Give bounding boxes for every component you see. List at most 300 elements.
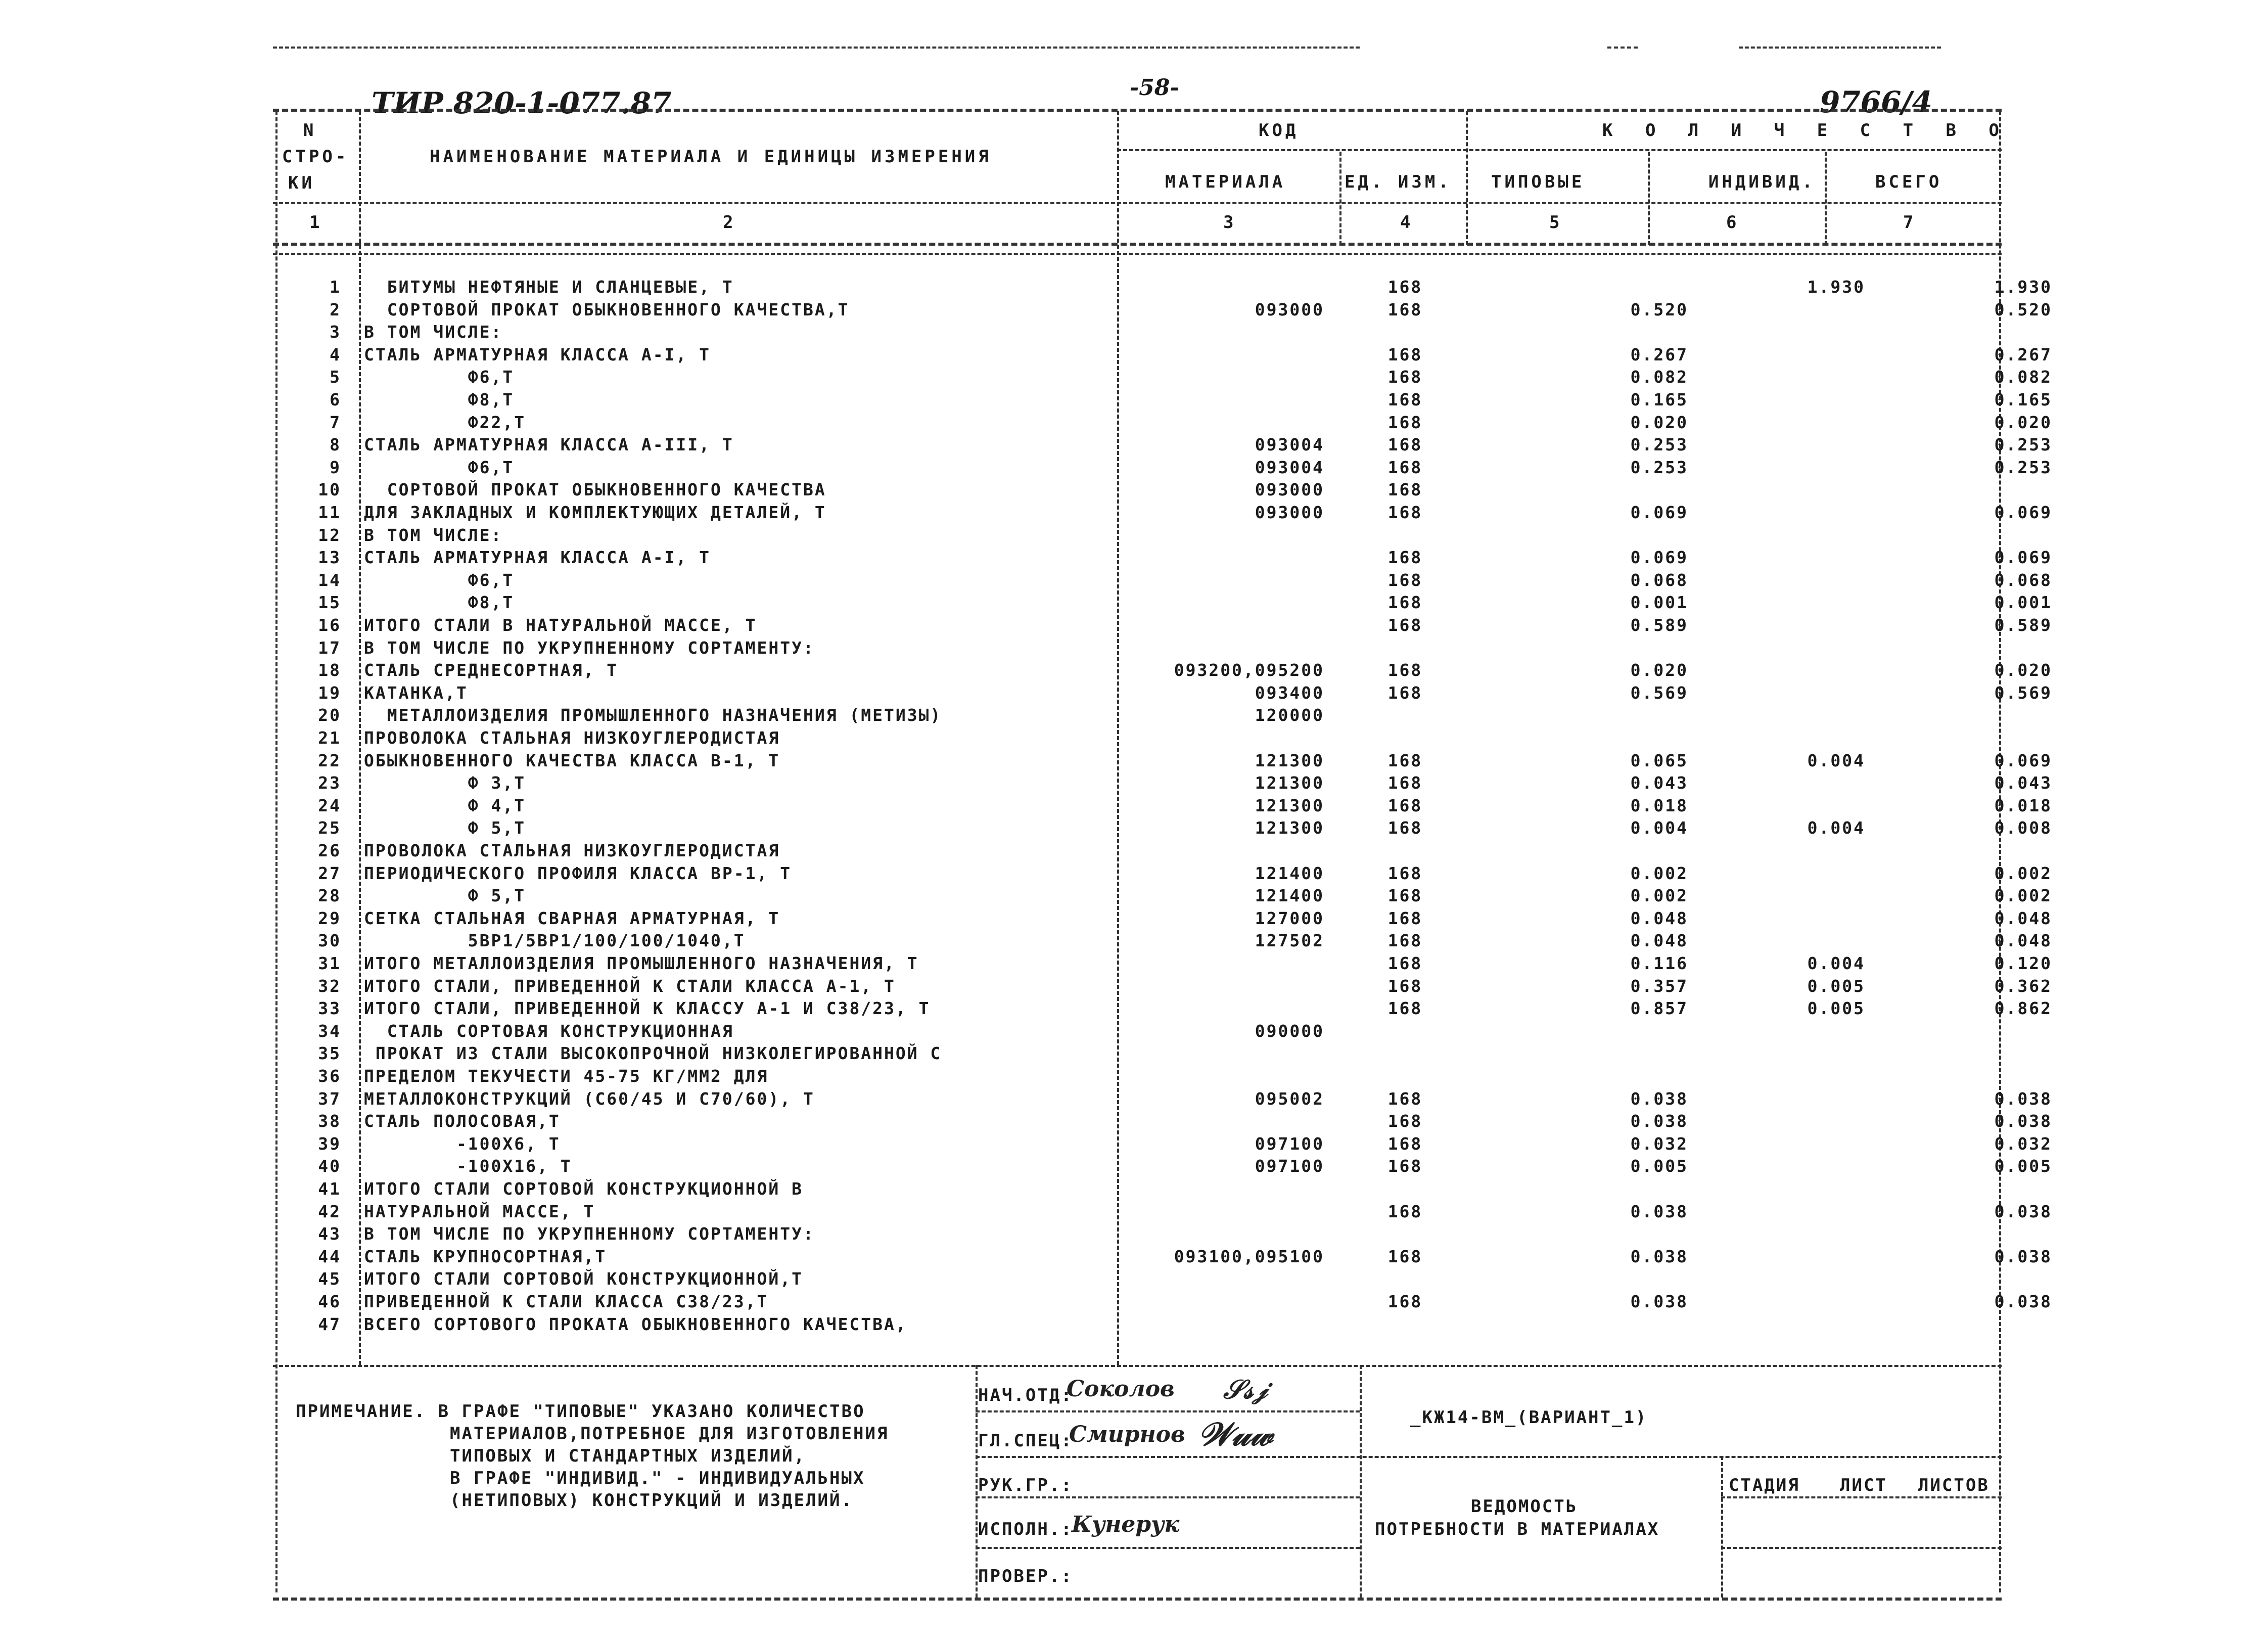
row-material-code: 121400 <box>1255 886 1324 906</box>
row-material-code: 093400 <box>1255 682 1324 703</box>
row-unit-code: 168 <box>1387 548 1423 568</box>
table-row <box>0 322 2268 344</box>
row-typical-qty: 0.068 <box>1630 570 1688 590</box>
row-name: МЕТАЛЛОКОНСТРУКЦИЙ (С60/45 И С70/60), Т <box>364 1088 815 1109</box>
row-name: Ф8,Т <box>364 592 515 613</box>
row-total-qty: 0.048 <box>1994 908 2052 928</box>
row-number: 2 <box>330 299 341 320</box>
row-unit-code: 168 <box>1387 886 1423 906</box>
row-typical-qty: 0.002 <box>1630 863 1688 883</box>
row-total-qty: 0.018 <box>1994 795 2052 815</box>
row-name: СОРТОВОЙ ПРОКАТ ОБЫКНОВЕННОГО КАЧЕСТВА <box>364 480 826 500</box>
colnum-5: 5 <box>1549 212 1563 233</box>
row-total-qty: 0.589 <box>1994 615 2052 635</box>
row-unit-code: 168 <box>1387 480 1423 500</box>
row-typical-qty: 0.857 <box>1630 998 1688 1019</box>
row-total-qty: 0.165 <box>1994 390 2052 409</box>
table-row <box>0 1314 2268 1337</box>
row-number: 32 <box>318 976 341 996</box>
row-name: СОРТОВОЙ ПРОКАТ ОБЫКНОВЕННОГО КАЧЕСТВА,Т <box>364 299 850 320</box>
row-total-qty: 0.005 <box>1994 1156 2052 1176</box>
row-name: СТАЛЬ СОРТОВАЯ КОНСТРУКЦИОННАЯ <box>364 1021 734 1041</box>
row-number: 10 <box>318 480 341 500</box>
top-scan-line-right <box>1607 47 1638 49</box>
row-name: -100Х16, Т <box>364 1156 572 1176</box>
header-unit: ЕД. ИЗМ. <box>1345 172 1452 192</box>
row-name: КАТАНКА,Т <box>364 682 468 703</box>
doc-code: ТИР 820-1-077.87 <box>372 86 672 120</box>
row-name: Ф22,Т <box>364 412 526 432</box>
row-typical-qty: 0.038 <box>1630 1292 1688 1311</box>
row-material-code: 127000 <box>1255 908 1324 928</box>
row-number: 4 <box>330 344 341 364</box>
table-row <box>0 413 2268 435</box>
row-unit-code: 168 <box>1387 1201 1423 1221</box>
row-unit-code: 168 <box>1387 367 1423 387</box>
row-material-code: 097100 <box>1255 1133 1324 1154</box>
row-number: 15 <box>318 592 341 613</box>
row-total-qty: 0.569 <box>1994 682 2052 703</box>
row-material-code: 093004 <box>1255 435 1324 455</box>
row-unit-code: 168 <box>1387 1292 1423 1311</box>
row-total-qty: 0.267 <box>1994 344 2052 364</box>
table-row <box>0 863 2268 886</box>
row-unit-code: 168 <box>1387 1156 1423 1176</box>
row-typical-qty: 0.038 <box>1630 1111 1688 1131</box>
row-number: 22 <box>318 750 341 770</box>
row-total-qty: 0.020 <box>1994 660 2052 680</box>
table-row <box>0 976 2268 998</box>
row-name: СТАЛЬ АРМАТУРНАЯ КЛАССА А-I, Т <box>364 344 711 364</box>
typ-column-divider <box>1648 152 1650 245</box>
top-scan-line <box>273 47 1360 49</box>
row-typical-qty: 0.116 <box>1630 953 1688 973</box>
row-typical-qty: 0.520 <box>1630 299 1688 320</box>
row-material-code: 121300 <box>1255 818 1324 838</box>
row-number: 12 <box>318 525 341 545</box>
row-name: ПЕРИОДИЧЕСКОГО ПРОФИЛЯ КЛАССА ВР-1, Т <box>364 863 792 883</box>
colnum-7: 7 <box>1903 212 1917 233</box>
row-typical-qty: 0.065 <box>1630 750 1688 770</box>
stamp-sheets-label: ЛИСТОВ <box>1918 1475 1989 1495</box>
header-kod: КОД <box>1259 120 1299 141</box>
row-number: 33 <box>318 998 341 1019</box>
row-number: 46 <box>318 1292 341 1311</box>
table-row <box>0 300 2268 322</box>
row-total-qty: 0.253 <box>1994 435 2052 455</box>
row-material-code: 093004 <box>1255 457 1324 477</box>
row-total-qty: 0.038 <box>1994 1088 2052 1109</box>
row-total-qty: 0.069 <box>1994 503 2052 522</box>
row-name: Ф8,Т <box>364 390 515 409</box>
row-name: Ф 3,Т <box>364 773 526 793</box>
row-typical-qty: 0.569 <box>1630 682 1688 703</box>
table-row <box>0 1269 2268 1291</box>
row-name: ИТОГО СТАЛИ В НАТУРАЛЬНОЙ МАССЕ, Т <box>364 615 757 635</box>
row-unit-code: 168 <box>1387 570 1423 590</box>
stamp-stage-label: СТАДИЯ <box>1729 1475 1800 1495</box>
row-unit-code: 168 <box>1387 615 1423 635</box>
row-total-qty: 0.038 <box>1994 1201 2052 1221</box>
row-number: 19 <box>318 682 341 703</box>
row-total-qty: 0.002 <box>1994 863 2052 883</box>
table-row <box>0 435 2268 457</box>
row-number: 5 <box>330 367 341 387</box>
row-material-code: 093100,095100 <box>1174 1246 1324 1266</box>
note-line5: (НЕТИПОВЫХ) КОНСТРУКЦИЙ И ИЗДЕЛИЙ. <box>450 1490 853 1511</box>
row-typical-qty: 0.038 <box>1630 1246 1688 1266</box>
stamp-gl-spec-label: ГЛ.СПЕЦ: <box>978 1431 1073 1451</box>
row-material-code: 093200,095200 <box>1174 660 1324 680</box>
sheet-ref: 9766/4 <box>1820 85 1932 119</box>
row-number: 34 <box>318 1021 341 1041</box>
row-typical-qty: 0.020 <box>1630 660 1688 680</box>
row-typical-qty: 0.001 <box>1630 592 1688 613</box>
row-number: 42 <box>318 1201 341 1221</box>
table-row <box>0 345 2268 367</box>
row-number: 39 <box>318 1133 341 1154</box>
header-no-line3: КИ <box>288 173 315 193</box>
row-typical-qty: 0.267 <box>1630 344 1688 364</box>
stamp-left-border <box>976 1365 978 1598</box>
row-unit-code: 168 <box>1387 457 1423 477</box>
row-material-code: 097100 <box>1255 1156 1324 1176</box>
stamp-sheet-label: ЛИСТ <box>1840 1475 1887 1495</box>
note-line2: МАТЕРИАЛОВ,ПОТРЕБНОЕ ДЛЯ ИЗГОТОВЛЕНИЯ <box>450 1424 889 1444</box>
row-total-qty: 0.253 <box>1994 457 2052 477</box>
row-name: ИТОГО СТАЛИ, ПРИВЕДЕННОЙ К КЛАССУ А-1 И С38/23, Т <box>364 998 931 1019</box>
row-unit-code: 168 <box>1387 976 1423 996</box>
row-total-qty: 0.362 <box>1994 976 2052 996</box>
table-row <box>0 638 2268 660</box>
row-name: СТАЛЬ ПОЛОСОВАЯ,Т <box>364 1111 561 1131</box>
stamp-nach-otd-signature: Соколов <box>1067 1376 1175 1402</box>
row-material-code: 127502 <box>1255 931 1324 951</box>
row-number: 23 <box>318 773 341 793</box>
header-bottom-line <box>273 202 2002 204</box>
row-typical-qty: 0.002 <box>1630 886 1688 906</box>
header-no-line1: N <box>303 120 317 141</box>
stamp-ispoln-label: ИСПОЛН.: <box>978 1519 1073 1539</box>
row-name: ИТОГО СТАЛИ СОРТОВОЙ КОНСТРУКЦИОННОЙ,Т <box>364 1269 803 1289</box>
row-unit-code: 168 <box>1387 435 1423 455</box>
row-number: 36 <box>318 1066 341 1086</box>
table-row <box>0 841 2268 863</box>
row-total-qty: 0.069 <box>1994 548 2052 568</box>
row-name: Ф6,Т <box>364 570 515 590</box>
row-total-qty: 0.001 <box>1994 592 2052 613</box>
stamp-doc-mark: _КЖ14-ВМ_(ВАРИАНТ_1) <box>1410 1407 1648 1428</box>
table-row <box>0 751 2268 773</box>
stamp-ispoln-signature: Кунерук <box>1072 1512 1180 1537</box>
row-name: Ф 5,Т <box>364 818 526 838</box>
stamp-nach-otd-scribble: 𝒮𝓈𝒿 <box>1223 1374 1268 1405</box>
stamp-gl-spec-scribble: 𝒲𝓊𝓌 <box>1198 1416 1273 1453</box>
row-number: 43 <box>318 1224 341 1244</box>
row-number: 3 <box>330 322 341 342</box>
row-number: 47 <box>318 1314 341 1334</box>
table-top-border <box>273 109 2002 112</box>
row-total-qty: 0.002 <box>1994 886 2052 906</box>
stamp-title-line2: ПОТРЕБНОСТИ В МАТЕРИАЛАХ <box>1375 1519 1660 1539</box>
row-typical-qty: 0.018 <box>1630 795 1688 815</box>
row-name: В ТОМ ЧИСЛЕ: <box>364 525 503 545</box>
row-number: 40 <box>318 1156 341 1176</box>
ind-column-divider <box>1825 152 1827 245</box>
table-row <box>0 931 2268 953</box>
header-total: ВСЕГО <box>1875 172 1942 192</box>
row-unit-code: 168 <box>1387 998 1423 1019</box>
table-row <box>0 390 2268 412</box>
row-unit-code: 168 <box>1387 863 1423 883</box>
stamp-row-line-4 <box>976 1547 1360 1549</box>
table-row <box>0 1202 2268 1224</box>
unit-column-divider <box>1466 111 1468 245</box>
row-typical-qty: 0.048 <box>1630 908 1688 928</box>
row-total-qty: 0.020 <box>1994 412 2052 432</box>
row-unit-code: 168 <box>1387 592 1423 613</box>
row-unit-code: 168 <box>1387 277 1423 297</box>
row-individual-qty: 0.004 <box>1807 750 1865 770</box>
table-row <box>0 480 2268 502</box>
note-line3: ТИПОВЫХ И СТАНДАРТНЫХ ИЗДЕЛИЙ, <box>450 1446 806 1466</box>
row-name: ДЛЯ ЗАКЛАДНЫХ И КОМПЛЕКТУЮЩИХ ДЕТАЛЕЙ, Т <box>364 503 826 522</box>
row-total-qty: 0.032 <box>1994 1133 2052 1154</box>
table-row <box>0 1292 2268 1314</box>
row-unit-code: 168 <box>1387 390 1423 409</box>
table-row <box>0 1043 2268 1066</box>
row-number: 20 <box>318 705 341 725</box>
table-row <box>0 818 2268 840</box>
row-name: ПРОВОЛОКА СТАЛЬНАЯ НИЗКОУГЛЕРОДИСТАЯ <box>364 841 780 860</box>
table-row <box>0 683 2268 705</box>
header-individual: ИНДИВИД. <box>1708 172 1816 192</box>
table-row <box>0 548 2268 570</box>
table-row <box>0 367 2268 389</box>
row-number: 35 <box>318 1043 341 1064</box>
row-number: 13 <box>318 548 341 568</box>
row-number: 8 <box>330 435 341 455</box>
row-total-qty: 0.008 <box>1994 818 2052 838</box>
row-material-code: 093000 <box>1255 503 1324 522</box>
row-unit-code: 168 <box>1387 344 1423 364</box>
row-name: ИТОГО МЕТАЛЛОИЗДЕЛИЯ ПРОМЫШЛЕННОГО НАЗНАЧЕНИЯ, Т <box>364 953 919 973</box>
stamp-title-line1: ВЕДОМОСТЬ <box>1471 1496 1578 1517</box>
row-unit-code: 168 <box>1387 818 1423 838</box>
header-no-line2: СТРО- <box>282 147 349 167</box>
row-name: -100Х6, Т <box>364 1133 561 1154</box>
row-total-qty: 0.068 <box>1994 570 2052 590</box>
row-name: 5ВР1/5ВР1/100/100/1040,Т <box>364 931 746 951</box>
table-body-bottom <box>273 1365 2002 1367</box>
page-bottom-border <box>273 1598 2002 1601</box>
stamp-stage-divider <box>1721 1456 1723 1598</box>
row-number: 25 <box>318 818 341 838</box>
header-name: НАИМЕНОВАНИЕ МАТЕРИАЛА И ЕДИНИЦЫ ИЗМЕРЕНИЯ <box>430 147 992 167</box>
row-total-qty: 0.043 <box>1994 773 2052 793</box>
table-row <box>0 660 2268 682</box>
row-typical-qty: 0.004 <box>1630 818 1688 838</box>
page-number: -58- <box>1130 75 1179 101</box>
row-name: СТАЛЬ КРУПНОСОРТНАЯ,Т <box>364 1246 607 1266</box>
row-number: 7 <box>330 412 341 432</box>
row-number: 27 <box>318 863 341 883</box>
row-individual-qty: 0.005 <box>1807 976 1865 996</box>
table-row <box>0 705 2268 727</box>
row-unit-code: 168 <box>1387 795 1423 815</box>
row-number: 29 <box>318 908 341 928</box>
top-scan-line-far-right <box>1739 47 1941 49</box>
row-name: ИТОГО СТАЛИ, ПРИВЕДЕННОЙ К СТАЛИ КЛАССА А-1, Т <box>364 976 896 996</box>
colnum-6: 6 <box>1726 212 1740 233</box>
row-number: 14 <box>318 570 341 590</box>
stamp-row-line-2 <box>976 1456 2002 1458</box>
row-material-code: 121300 <box>1255 773 1324 793</box>
row-number: 11 <box>318 503 341 522</box>
row-name: ВСЕГО СОРТОВОГО ПРОКАТА ОБЫКНОВЕННОГО КАЧЕСТВА, <box>364 1314 907 1334</box>
row-typical-qty: 0.005 <box>1630 1156 1688 1176</box>
row-unit-code: 168 <box>1387 503 1423 522</box>
row-total-qty: 1.930 <box>1994 277 2052 297</box>
row-name: Ф6,Т <box>364 367 515 387</box>
row-number: 37 <box>318 1088 341 1109</box>
row-typical-qty: 0.038 <box>1630 1088 1688 1109</box>
row-number: 28 <box>318 886 341 906</box>
row-number: 18 <box>318 660 341 680</box>
row-name: НАТУРАЛЬНОЙ МАССЕ, Т <box>364 1201 595 1221</box>
header-typical: ТИПОВЫЕ <box>1491 172 1585 192</box>
row-number: 6 <box>330 390 341 409</box>
row-name: В ТОМ ЧИСЛЕ ПО УКРУПНЕННОМУ СОРТАМЕНТУ: <box>364 1224 815 1244</box>
row-material-code: 120000 <box>1255 705 1324 725</box>
row-total-qty: 0.038 <box>1994 1111 2052 1131</box>
row-number: 44 <box>318 1246 341 1266</box>
row-name: Ф 5,Т <box>364 886 526 906</box>
row-unit-code: 168 <box>1387 931 1423 951</box>
table-row <box>0 458 2268 480</box>
row-total-qty: 0.862 <box>1994 998 2052 1019</box>
row-typical-qty: 0.589 <box>1630 615 1688 635</box>
table-row <box>0 277 2268 299</box>
row-unit-code: 168 <box>1387 1246 1423 1266</box>
row-unit-code: 168 <box>1387 682 1423 703</box>
row-unit-code: 168 <box>1387 1088 1423 1109</box>
numbers-bottom-line <box>273 243 2002 246</box>
row-typical-qty: 0.038 <box>1630 1201 1688 1221</box>
row-unit-code: 168 <box>1387 412 1423 432</box>
table-row <box>0 570 2268 592</box>
row-name: ПРОКАТ ИЗ СТАЛИ ВЫСОКОПРОЧНОЙ НИЗКОЛЕГИРОВАННОЙ С <box>364 1043 942 1064</box>
row-typical-qty: 0.020 <box>1630 412 1688 432</box>
row-unit-code: 168 <box>1387 773 1423 793</box>
row-typical-qty: 0.069 <box>1630 548 1688 568</box>
header-material: МАТЕРИАЛА <box>1165 172 1286 192</box>
row-typical-qty: 0.048 <box>1630 931 1688 951</box>
table-row <box>0 503 2268 525</box>
table-row <box>0 592 2268 615</box>
row-typical-qty: 0.165 <box>1630 390 1688 409</box>
row-unit-code: 168 <box>1387 750 1423 770</box>
row-total-qty: 0.038 <box>1994 1292 2052 1311</box>
row-number: 24 <box>318 795 341 815</box>
row-unit-code: 168 <box>1387 299 1423 320</box>
row-name: В ТОМ ЧИСЛЕ: <box>364 322 503 342</box>
row-name: ПРОВОЛОКА СТАЛЬНАЯ НИЗКОУГЛЕРОДИСТАЯ <box>364 728 780 748</box>
table-row <box>0 886 2268 908</box>
row-name: ПРИВЕДЕННОЙ К СТАЛИ КЛАССА С38/23,Т <box>364 1292 769 1311</box>
table-row <box>0 796 2268 818</box>
stamp-row-line-1 <box>976 1410 1360 1412</box>
header-kolichestvo: К О Л И Ч Е С Т В О <box>1602 120 2010 141</box>
row-typical-qty: 0.357 <box>1630 976 1688 996</box>
stamp-stage-line-2 <box>1721 1547 2002 1549</box>
row-individual-qty: 0.005 <box>1807 998 1865 1019</box>
table-row <box>0 1111 2268 1133</box>
row-number: 31 <box>318 953 341 973</box>
row-total-qty: 0.048 <box>1994 931 2052 951</box>
row-name: ПРЕДЕЛОМ ТЕКУЧЕСТИ 45-75 КГ/ММ2 ДЛЯ <box>364 1066 769 1086</box>
row-total-qty: 0.069 <box>1994 750 2052 770</box>
table-row <box>0 998 2268 1021</box>
header-mid-line <box>1117 149 2002 151</box>
row-number: 30 <box>318 931 341 951</box>
row-name: В ТОМ ЧИСЛЕ ПО УКРУПНЕННОМУ СОРТАМЕНТУ: <box>364 637 815 658</box>
table-row <box>0 728 2268 750</box>
row-material-code: 121300 <box>1255 795 1324 815</box>
table-row <box>0 615 2268 637</box>
row-name: Ф 4,Т <box>364 795 526 815</box>
row-number: 21 <box>318 728 341 748</box>
row-total-qty: 0.038 <box>1994 1246 2052 1266</box>
stamp-prover-label: ПРОВЕР.: <box>978 1566 1073 1586</box>
stamp-row-line-3 <box>976 1496 1360 1498</box>
row-unit-code: 168 <box>1387 953 1423 973</box>
row-name: ИТОГО СТАЛИ СОРТОВОЙ КОНСТРУКЦИОННОЙ В <box>364 1179 803 1199</box>
row-typical-qty: 0.032 <box>1630 1133 1688 1154</box>
row-number: 38 <box>318 1111 341 1131</box>
table-row <box>0 908 2268 931</box>
row-material-code: 121400 <box>1255 863 1324 883</box>
table-row <box>0 1089 2268 1111</box>
row-individual-qty: 0.004 <box>1807 953 1865 973</box>
stamp-nach-otd-label: НАЧ.ОТД: <box>978 1385 1073 1405</box>
code-column-divider <box>1339 152 1341 245</box>
row-typical-qty: 0.082 <box>1630 367 1688 387</box>
row-total-qty: 0.120 <box>1994 953 2052 973</box>
row-number: 9 <box>330 457 341 477</box>
stamp-sign-divider <box>1360 1365 1362 1598</box>
row-name: СТАЛЬ СРЕДНЕСОРТНАЯ, Т <box>364 660 619 680</box>
row-individual-qty: 1.930 <box>1807 277 1865 297</box>
table-row <box>0 953 2268 976</box>
row-material-code: 093000 <box>1255 299 1324 320</box>
table-row <box>0 1156 2268 1178</box>
colnum-4: 4 <box>1400 212 1414 233</box>
row-name: СЕТКА СТАЛЬНАЯ СВАРНАЯ АРМАТУРНАЯ, Т <box>364 908 780 928</box>
row-number: 16 <box>318 615 341 635</box>
table-row <box>0 525 2268 548</box>
row-name: СТАЛЬ АРМАТУРНАЯ КЛАССА А-I, Т <box>364 548 711 568</box>
table-row <box>0 1247 2268 1269</box>
row-unit-code: 168 <box>1387 1111 1423 1131</box>
row-typical-qty: 0.043 <box>1630 773 1688 793</box>
row-name: БИТУМЫ НЕФТЯНЫЕ И СЛАНЦЕВЫЕ, Т <box>364 277 734 297</box>
row-unit-code: 168 <box>1387 660 1423 680</box>
row-individual-qty: 0.004 <box>1807 818 1865 838</box>
table-row <box>0 1066 2268 1088</box>
row-name: Ф6,Т <box>364 457 515 477</box>
note-line4: В ГРАФЕ "ИНДИВИД." - ИНДИВИДУАЛЬНЫХ <box>450 1468 865 1488</box>
